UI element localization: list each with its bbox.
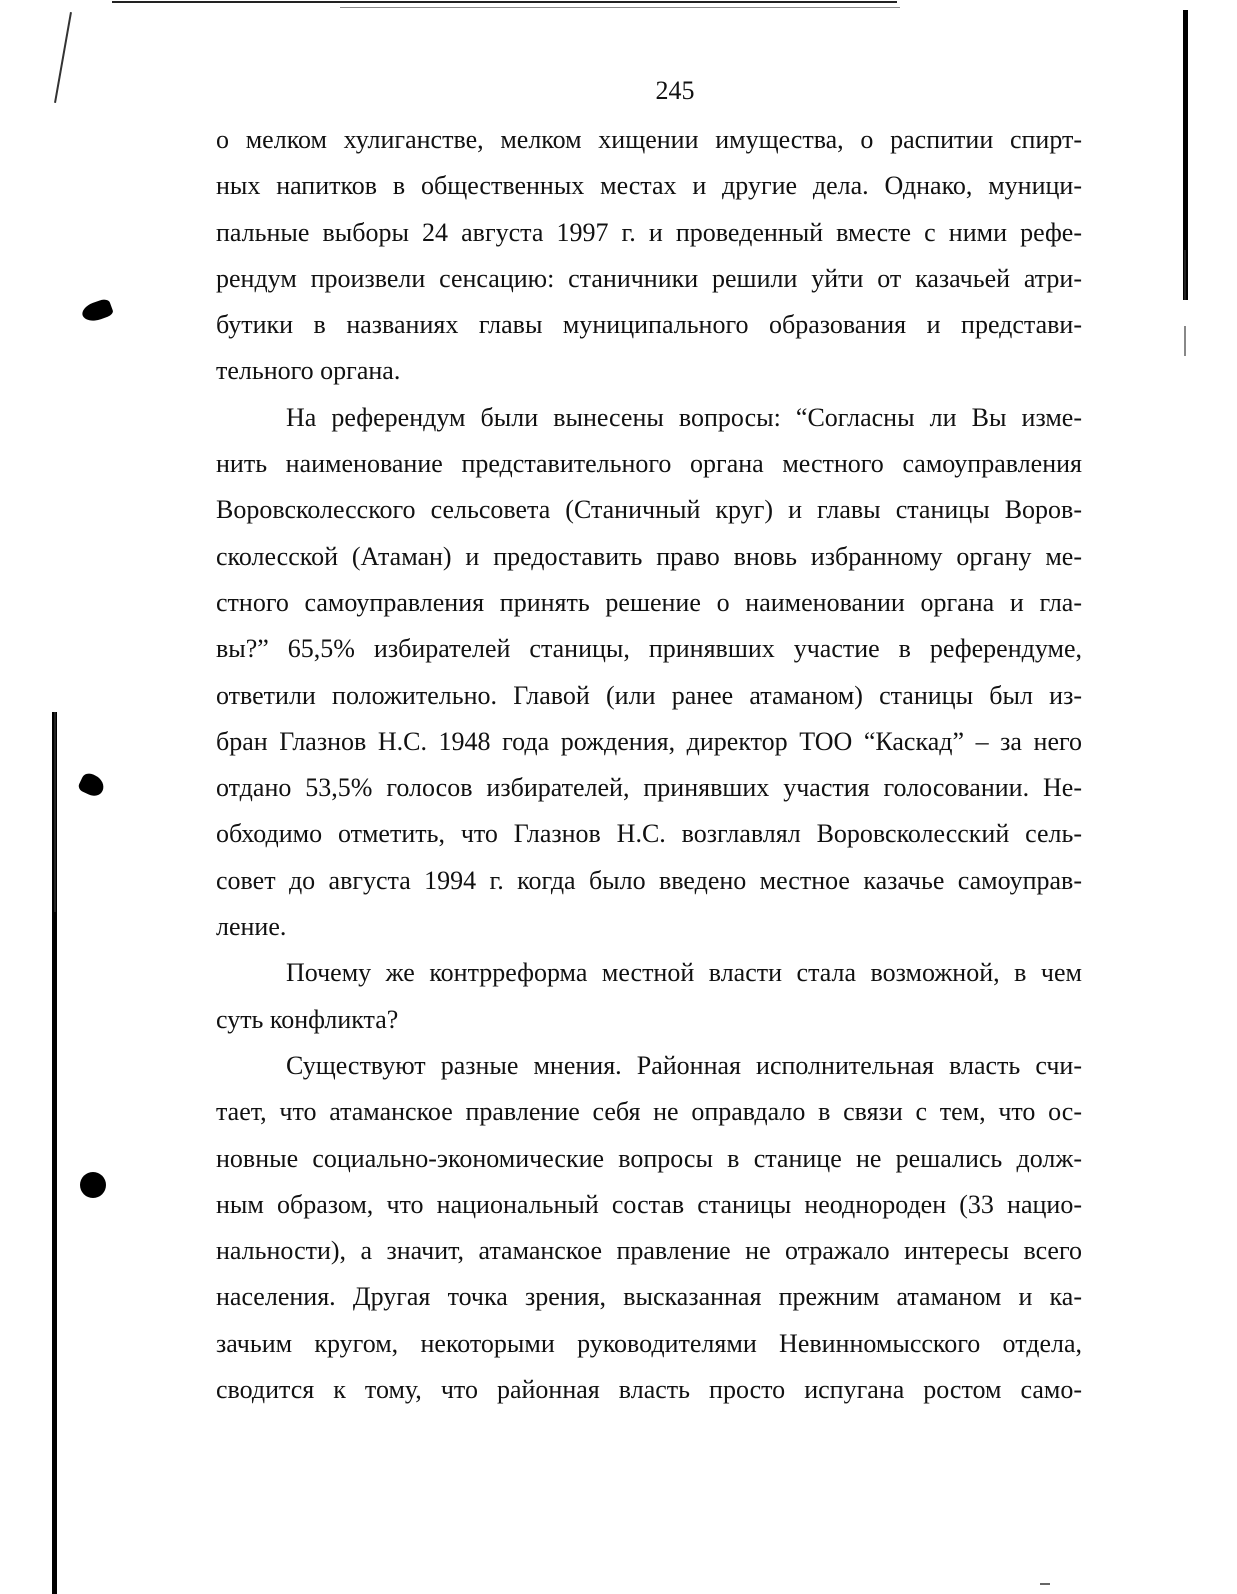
- hole-punch-blot-icon: [77, 771, 107, 799]
- text-line: отдано 53,5% голосов избирателей, принявших участия голосовании. Не-: [216, 773, 1082, 803]
- text-line: вы?” 65,5% избирателей станицы, принявших участие в референдуме,: [216, 634, 1082, 664]
- hole-punch-blot-icon: [80, 297, 114, 324]
- text-line: ление.: [216, 912, 287, 942]
- page-number: 245: [655, 76, 695, 105]
- text-line: нальности), а значит, атаманское правление не отражало интересы всего: [216, 1236, 1082, 1266]
- binding-shadow-right: [1184, 250, 1186, 300]
- paragraph-4: [216, 1043, 1082, 1413]
- text-line: бран Глазнов Н.С. 1948 года рождения, директор ТОО “Каскад” – за него: [216, 726, 1082, 756]
- text-line: ных напитков в общественных местах и другие дела. Однако, муници-: [216, 171, 1082, 201]
- text-line: Воровсколесского сельсовета (Станичный круг) и главы станицы Воров-: [216, 495, 1082, 525]
- text-line: тельного органа.: [216, 356, 401, 386]
- text-line: зачьим кругом, некоторыми руководителями Невинномысского отдела,: [216, 1328, 1082, 1358]
- text-line: населения. Другая точка зрения, высказанная прежним атаманом и ка-: [216, 1282, 1082, 1312]
- paragraph-2: [216, 395, 1082, 951]
- text-line: о мелком хулиганстве, мелком хищении имущества, о распитии спирт-: [216, 125, 1082, 154]
- scan-edge-line: [112, 1, 897, 3]
- text-line: обходимо отметить, что Глазнов Н.С. возглавлял Воровсколесский сель-: [216, 819, 1082, 849]
- text-line: ответили положительно. Главой (или ранее атаманом) станицы был из-: [216, 680, 1082, 710]
- text-line: Существуют разные мнения. Районная исполнительная власть счи-: [286, 1050, 1082, 1080]
- scan-edge-line: [340, 7, 900, 8]
- hole-punch-blot-icon: [80, 1172, 106, 1198]
- paragraph-1: [216, 117, 1082, 395]
- text-line: Почему же контрреформа местной власти стала возможной, в чем: [286, 958, 1082, 988]
- paragraph-3: [216, 950, 1082, 1043]
- text-line: сводится к тому, что районная власть просто испугана ростом само-: [216, 1375, 1082, 1405]
- text-line: суть конфликта?: [216, 1004, 399, 1034]
- text-line: сколесской (Атаман) и предоставить право вновь избранному органу ме-: [216, 541, 1082, 571]
- text-line: ным образом, что национальный состав станицы неоднороден (33 нацио-: [216, 1189, 1082, 1219]
- text-line: совет до августа 1994 г. когда было введено местное казачье самоуправ-: [216, 865, 1082, 895]
- binding-shadow-left: [54, 712, 56, 912]
- text-line: тает, что атаманское правление себя не оправдало в связи с тем, что ос-: [216, 1097, 1082, 1127]
- scan-speck: [1040, 1583, 1050, 1585]
- text-line: новные социально-экономические вопросы в станице не решались долж-: [216, 1143, 1082, 1173]
- text-line: пальные выборы 24 августа 1997 г. и проведенный вместе с ними рефе-: [216, 217, 1082, 247]
- body-text: [216, 117, 1082, 1413]
- text-line: На референдум были вынесены вопросы: “Согласны ли Вы изме-: [286, 402, 1082, 432]
- text-line: рендум произвели сенсацию: станичники решили уйти от казачьей атри-: [216, 263, 1082, 293]
- text-line: стного самоуправления принять решение о наименовании органа и гла-: [216, 587, 1082, 617]
- text-line: нить наименование представительного органа местного самоуправления: [216, 449, 1082, 479]
- scan-speck: [1184, 326, 1186, 356]
- text-line: бутики в названиях главы муниципального образования и представи-: [216, 310, 1082, 340]
